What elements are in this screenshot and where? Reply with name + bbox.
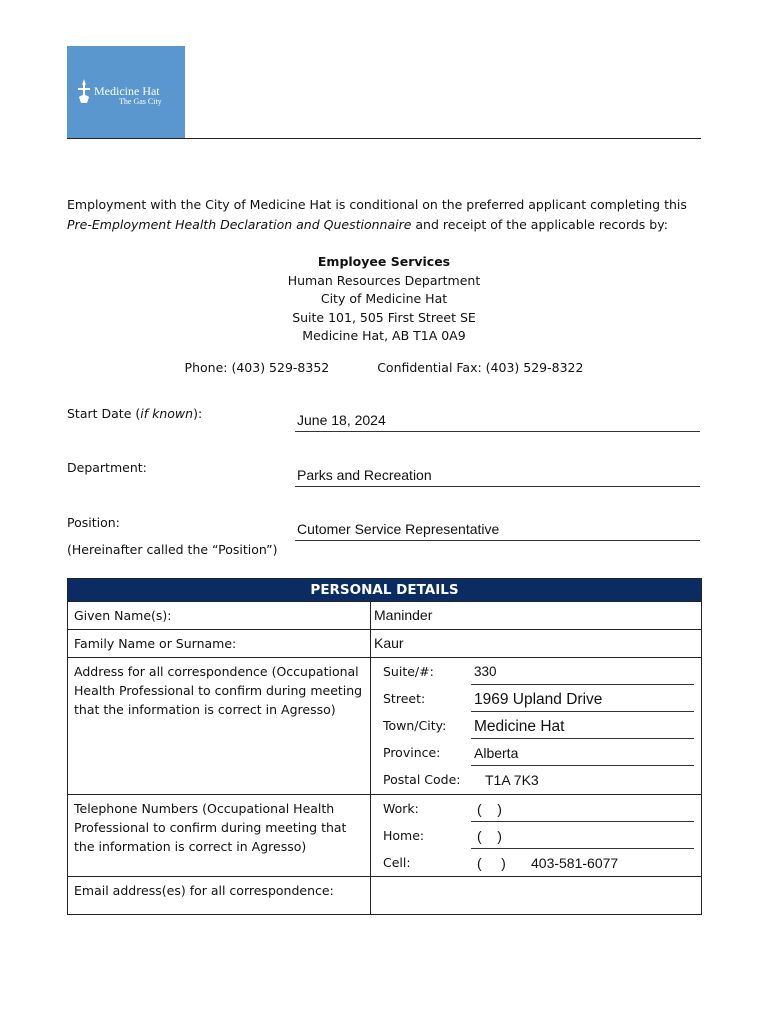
province-row [371,739,701,766]
start-date-label: Start Date (if known): [67,406,203,421]
position-label: Position: [67,515,120,530]
given-name-row [68,602,702,630]
department-line [295,486,700,487]
province-value[interactable]: Alberta [474,745,519,761]
street-value[interactable]: 1969 Upland Drive [474,691,603,708]
street-label: Street: [383,691,426,706]
start-date-line [295,431,700,432]
town-label: Town/City: [383,718,447,733]
address-row [68,658,702,795]
province-label: Province: [383,745,441,760]
position-note: (Hereinafter called the “Position”) [67,542,278,557]
phone-number: Phone: (403) 529-8352 [184,360,330,375]
family-name-label: Family Name or Surname: [68,630,371,658]
intro-line-1: Employment with the City of Medicine Hat is conditional on the preferred applicant completing this [67,197,687,212]
suite-row [371,658,701,685]
header-divider [67,138,701,139]
address-line-1: Human Resources Department [287,272,481,288]
cell-phone-label: Cell: [383,855,411,870]
city-logo [67,46,185,138]
suite-label: Suite/#: [383,664,434,679]
logo-tagline: The Gas City [119,97,162,106]
department-label: Department: [67,460,147,475]
position-value[interactable]: Cutomer Service Representative [297,521,500,537]
home-phone-row [371,822,701,849]
telephone-row [68,795,702,877]
intro-form-title: Pre-Employment Health Declaration and Questionnaire [67,217,412,232]
town-row [371,712,701,739]
intro-line-2-rest: and receipt of the applicable records by: [411,217,668,232]
fax-number: Confidential Fax: (403) 529-8322 [377,360,584,375]
address-fields [371,658,702,795]
employee-services-address [67,253,701,346]
cell-phone-area[interactable]: ( ) [477,855,506,871]
email-label: Email address(es) for all correspondence: [68,877,371,915]
postal-value[interactable]: T1A 7K3 [485,772,539,788]
email-value[interactable] [371,877,702,915]
address-line-4: Medicine Hat, AB T1A 0A9 [302,328,466,343]
home-phone-value[interactable]: ( ) [477,828,502,844]
personal-details-header: PERSONAL DETAILS [68,579,702,602]
work-phone-row [371,795,701,822]
city-logo-mark-icon [76,79,92,105]
cell-phone-row [371,849,701,876]
personal-details-table [67,578,702,915]
address-label: Address for all correspondence (Occupational Health Professional to confirm during meeting that the information is correct in Agresso) [68,658,371,795]
given-name-label: Given Name(s): [68,602,371,630]
family-name-value[interactable]: Kaur [371,630,702,658]
personal-details-header-row [68,579,702,602]
address-line-2: City of Medicine Hat [320,291,448,306]
contact-numbers [67,360,701,375]
suite-value[interactable]: 330 [474,664,497,679]
town-value[interactable]: Medicine Hat [474,718,565,735]
address-line-3: Suite 101, 505 First Street SE [292,309,476,325]
logo-name: Medicine Hat [94,84,160,98]
given-name-value[interactable]: Maninder [371,602,702,630]
postal-label: Postal Code: [383,772,461,787]
department-value[interactable]: Parks and Recreation [297,467,432,483]
work-phone-label: Work: [383,801,419,816]
cell-phone-value[interactable]: 403-581-6077 [531,855,619,871]
intro-paragraph [67,195,707,235]
family-name-row [68,630,702,658]
email-row [68,877,702,915]
street-row [371,685,701,712]
postal-row [371,766,701,793]
telephone-fields [371,795,702,877]
work-phone-value[interactable]: ( ) [477,801,502,817]
intro-line-2 [67,215,707,235]
telephone-label: Telephone Numbers (Occupational Health Professional to confirm during meeting that the information is correct in Agresso) [68,795,371,877]
home-phone-label: Home: [383,828,425,843]
address-title: Employee Services [317,254,451,269]
position-line [295,540,700,541]
start-date-value[interactable]: June 18, 2024 [297,412,386,428]
